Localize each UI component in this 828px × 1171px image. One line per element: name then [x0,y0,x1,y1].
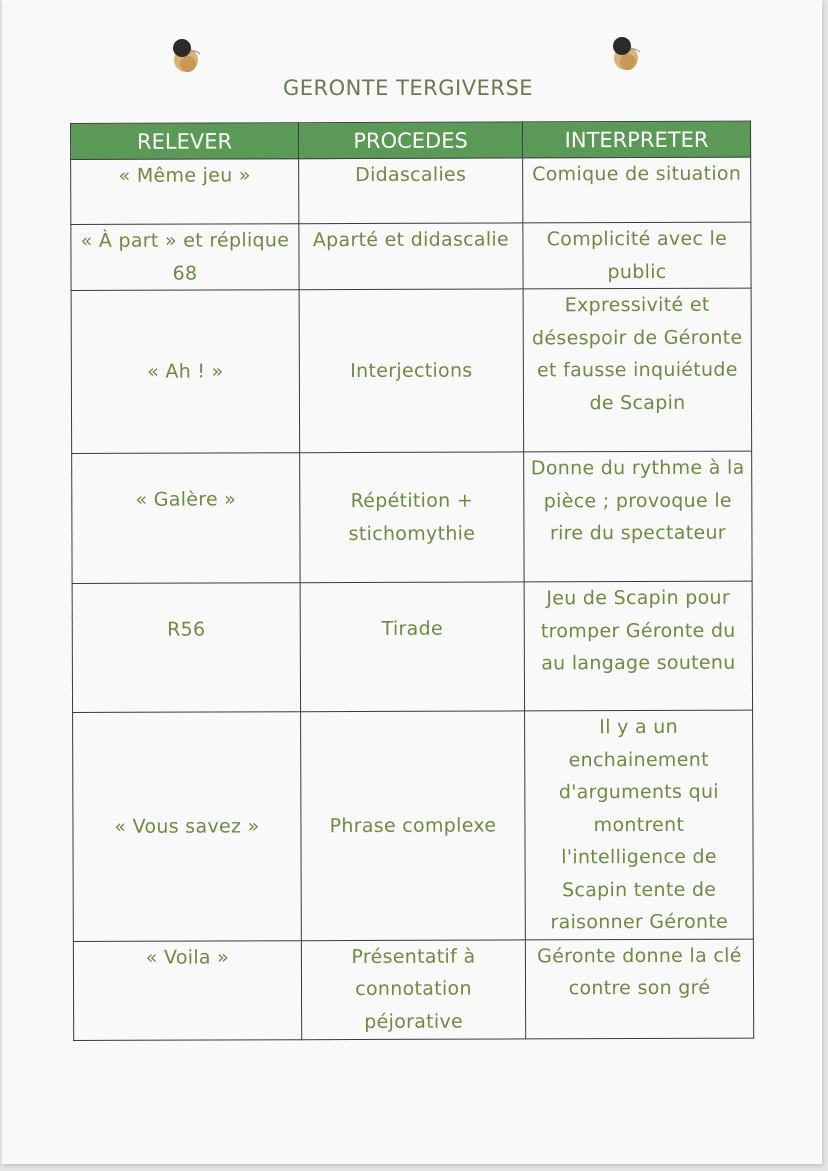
table-row [71,288,752,453]
cell-releve: « Ah ! » [71,290,300,454]
cell-releve: R56 [72,583,300,713]
cell-procedes: Interjections [299,289,524,453]
table-row [71,157,751,224]
cell-interpretation: Donne du rythme à la pièce ; provoque le rire du spectateur [524,451,752,582]
cell-releve: « À part » et réplique 68 [71,224,299,291]
punch-hole-right-icon [610,34,640,72]
paper-sheet [2,0,822,1164]
cell-interpretation: Jeu de Scapin pour tromper Géronte du au langage soutenu [524,581,752,711]
cell-interpretation: Géronte donne la clé contre son gré [525,939,753,1039]
cell-procedes: Répétition + stichomythie [300,452,524,583]
table-row [72,451,752,583]
header-releve: RELEVER [71,123,299,160]
cell-releve: « Voila » [73,940,301,1040]
header-interpreter: INTERPRETER [522,121,750,158]
table-row [72,581,752,712]
header-procedes: PROCEDES [299,122,523,159]
table-row [71,222,751,290]
table-row [73,710,754,941]
table-header-row [71,121,751,159]
cell-interpretation: Comique de situation [523,157,751,223]
analysis-table [70,121,754,1041]
cell-releve: « Vous savez » [73,712,302,941]
cell-procedes: Tirade [300,582,524,712]
cell-releve: « Même jeu » [71,159,299,225]
cell-procedes: Aparté et didascalie [299,223,523,290]
cell-procedes: Phrase complexe [301,711,526,940]
table-row [73,939,753,1040]
cell-procedes: Didascalies [299,158,523,224]
punch-hole-left-icon [170,36,200,74]
cell-interpretation: Il y a un enchainement d'arguments qui montrent l'intelligence de Scapin tente de raisonner Géronte [525,710,754,939]
page-title-text: GERONTE TERGIVERSE [282,76,534,100]
page-title [2,76,822,100]
cell-interpretation: Complicité avec le public [523,222,751,289]
cell-procedes: Présentatif à connotation péjorative [301,939,525,1039]
cell-releve: « Galère » [72,453,300,584]
cell-interpretation: Expressivité et désespoir de Géronte et fausse inquiétude de Scapin [523,288,752,452]
